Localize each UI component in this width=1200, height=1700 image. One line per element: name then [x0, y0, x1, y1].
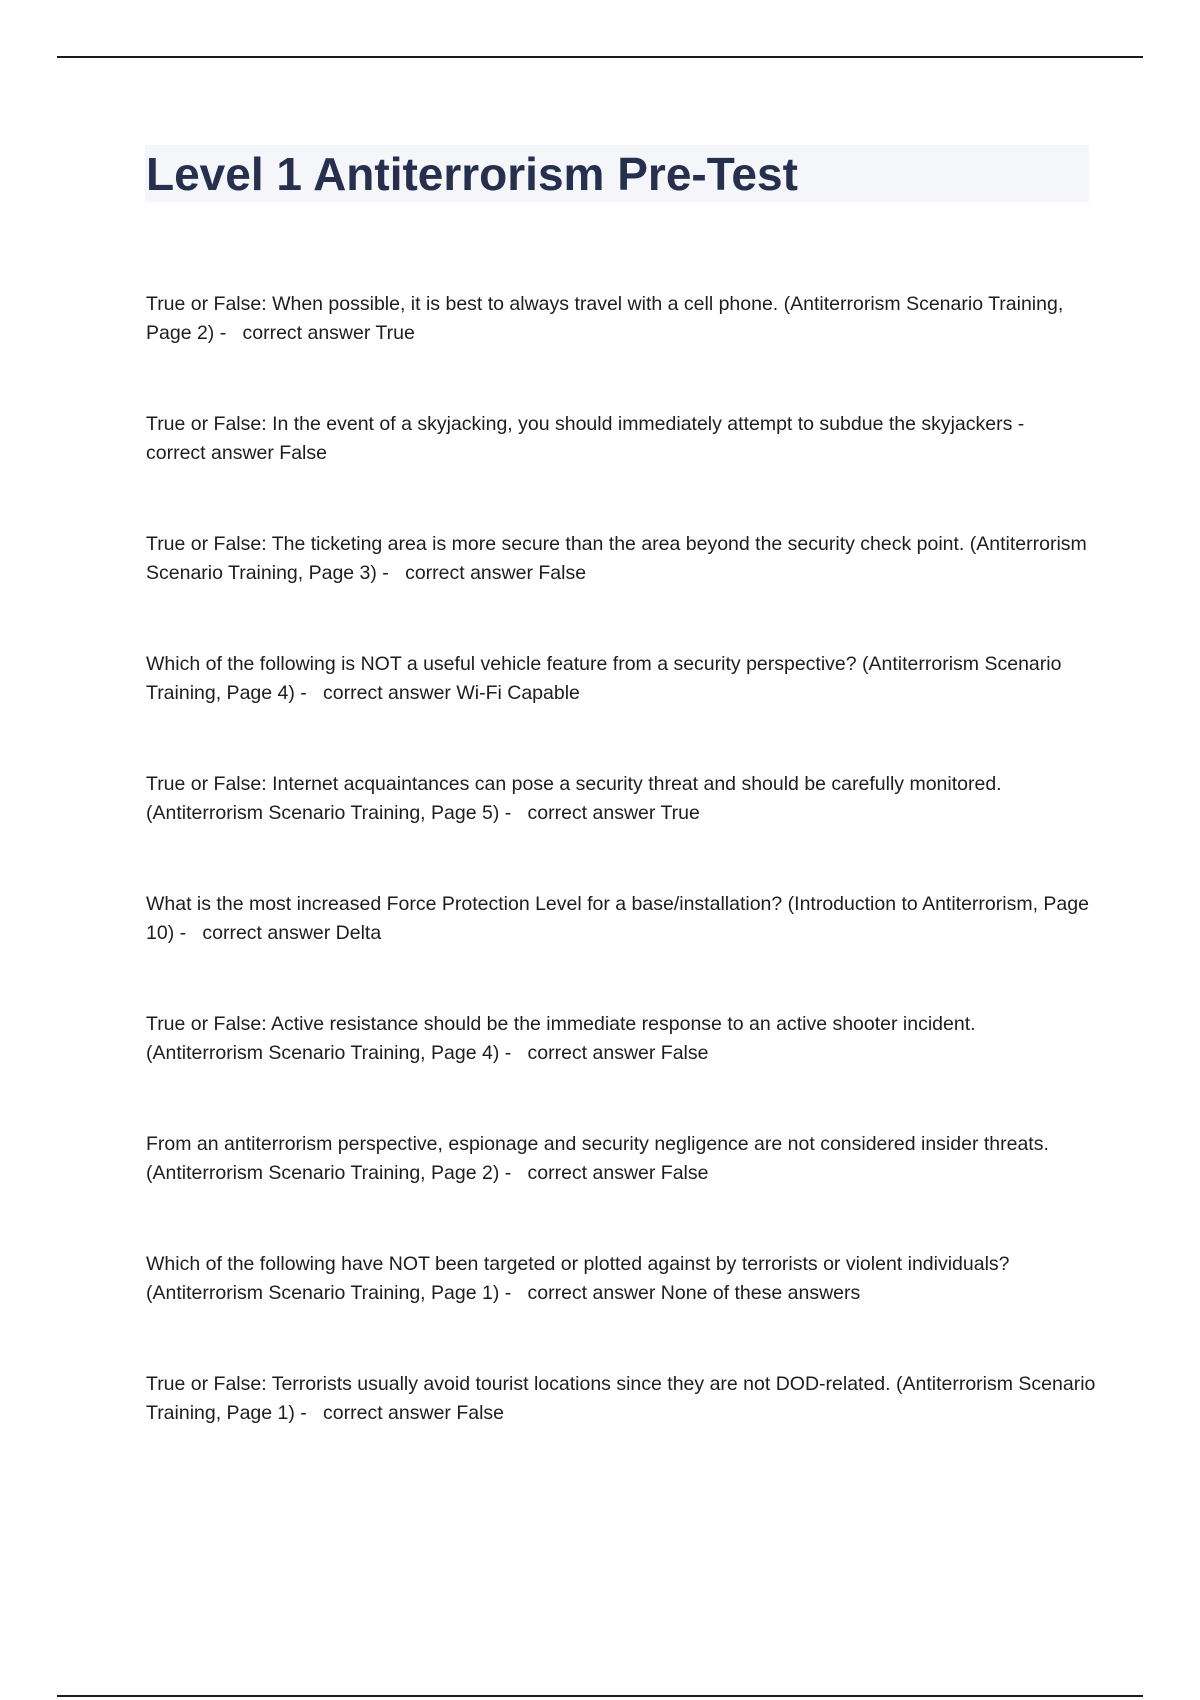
- question-text: Which of the following is NOT a useful vehicle feature from a security perspective? (Antiterrorism Scenario Training, Page 4) -: [146, 653, 1062, 704]
- answer-text: correct answer Wi-Fi Capable: [323, 682, 580, 704]
- answer-text: correct answer Delta: [202, 922, 382, 944]
- question-text: True or False: Internet acquaintances can pose a security threat and should be carefully monitored. (Antiterrorism Scenario Training, Page 5) -: [146, 773, 1002, 824]
- question-item: [146, 290, 1096, 410]
- question-item: [146, 1250, 1096, 1370]
- question-item: [146, 530, 1096, 650]
- question-text: True or False: Active resistance should be the immediate response to an active shooter incident. (Antiterrorism Scenario Training, Page 4) -: [146, 1013, 976, 1064]
- question-list: [146, 290, 1096, 1490]
- question-item: [146, 1130, 1096, 1250]
- question-item: [146, 410, 1096, 530]
- answer-text: correct answer False: [323, 1402, 505, 1424]
- answer-text: correct answer False: [527, 1042, 709, 1064]
- page-title: Level 1 Antiterrorism Pre-Test: [146, 148, 798, 200]
- answer-text: correct answer False: [527, 1162, 709, 1184]
- question-item: [146, 1010, 1096, 1130]
- question-item: [146, 770, 1096, 890]
- answer-text: correct answer False: [146, 442, 327, 464]
- answer-text: correct answer True: [242, 322, 415, 344]
- answer-text: correct answer True: [527, 802, 700, 824]
- question-item: [146, 650, 1096, 770]
- question-text: True or False: When possible, it is best to always travel with a cell phone. (Antiterrorism Scenario Training, Page 2) -: [146, 293, 1064, 344]
- top-rule: [57, 56, 1143, 58]
- bottom-rule: [57, 1695, 1143, 1697]
- question-text: From an antiterrorism perspective, espionage and security negligence are not considered insider threats. (Antiterrorism Scenario Training, Page 2) -: [146, 1133, 1049, 1184]
- question-text: What is the most increased Force Protection Level for a base/installation? (Introduction to Antiterrorism, Page 10) -: [146, 893, 1089, 944]
- answer-text: correct answer False: [405, 562, 587, 584]
- answer-text: correct answer None of these answers: [527, 1282, 861, 1304]
- question-item: [146, 1370, 1096, 1490]
- question-text: True or False: The ticketing area is more secure than the area beyond the security check point. (Antiterrorism Scenario Training, Page 3) -: [146, 533, 1087, 584]
- question-item: [146, 890, 1096, 1010]
- question-text: True or False: In the event of a skyjacking, you should immediately attempt to subdue the skyjackers -: [146, 413, 1025, 435]
- question-text: Which of the following have NOT been targeted or plotted against by terrorists or violent individuals? (Antiterrorism Scenario Training, Page 1) -: [146, 1253, 1010, 1304]
- question-text: True or False: Terrorists usually avoid tourist locations since they are not DOD-related. (Antiterrorism Scenario Training, Page 1) -: [146, 1373, 1096, 1424]
